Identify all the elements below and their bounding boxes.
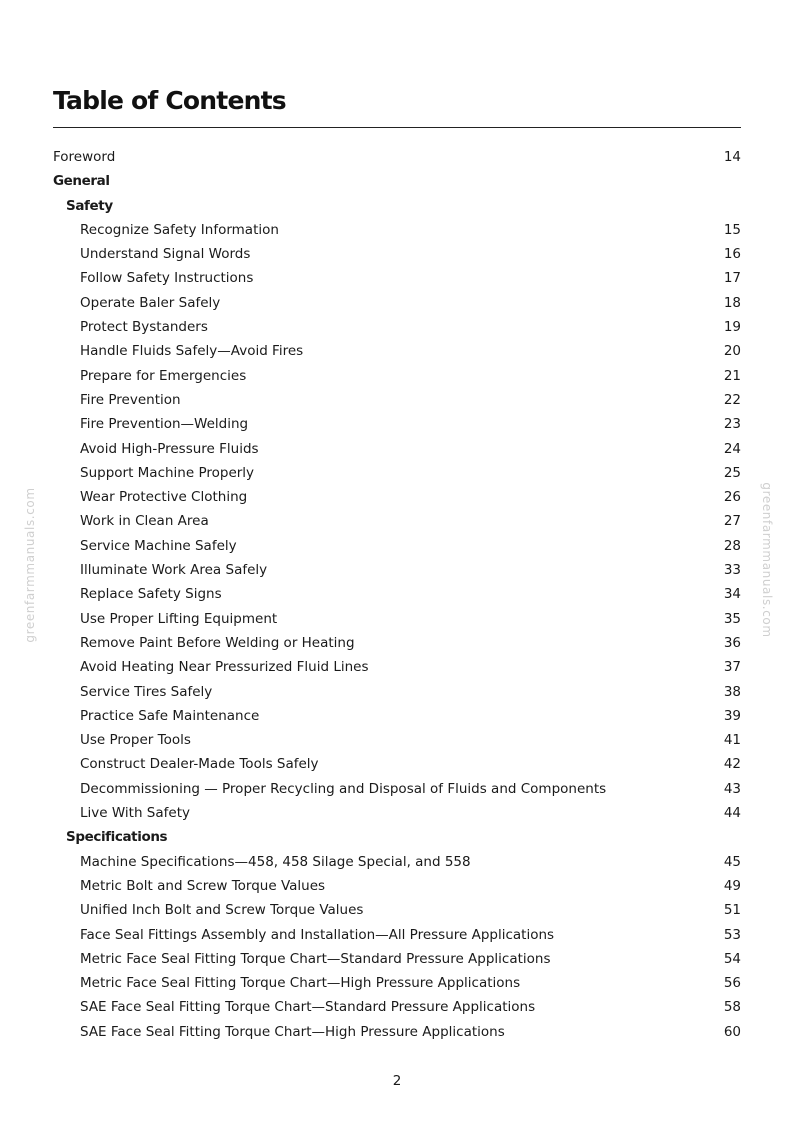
toc-entry-page: 37 xyxy=(723,659,741,676)
toc-entry-page: 24 xyxy=(723,440,741,457)
toc-entry-label: Recognize Safety Information xyxy=(80,221,279,238)
toc-entry-label: Wear Protective Clothing xyxy=(80,489,248,506)
toc-entry[interactable] xyxy=(53,777,741,801)
toc-entry-label: Foreword xyxy=(53,149,116,165)
toc-entry-page: 41 xyxy=(723,732,741,749)
toc-entry-page: 53 xyxy=(723,926,741,943)
toc-entry[interactable] xyxy=(53,995,741,1019)
toc-entry-page: 22 xyxy=(723,391,741,408)
toc-entry-label: Live With Safety xyxy=(80,805,190,822)
toc-entry-label: Metric Face Seal Fitting Torque Chart—Standard Pressure Applications xyxy=(80,950,551,967)
toc-entry-label: Support Machine Properly xyxy=(80,464,255,481)
toc-entry[interactable] xyxy=(53,242,741,266)
toc-entry-label: Use Proper Lifting Equipment xyxy=(80,610,278,627)
toc-entry[interactable] xyxy=(53,364,741,388)
toc-entry-label: SAE Face Seal Fitting Torque Chart—High Pressure Applications xyxy=(80,1023,505,1040)
toc-entry-page: 34 xyxy=(723,586,741,603)
toc-entry-label: Construct Dealer-Made Tools Safely xyxy=(80,756,319,773)
toc-entry-label: General xyxy=(53,173,110,190)
toc-entry-label: Service Tires Safely xyxy=(80,683,213,700)
toc-entry-page: 36 xyxy=(723,634,741,651)
toc-entry[interactable] xyxy=(53,704,741,728)
toc-section-heading xyxy=(53,194,741,218)
toc-entry[interactable] xyxy=(53,752,741,776)
toc-entry-label: Metric Face Seal Fitting Torque Chart—High Pressure Applications xyxy=(80,975,521,992)
toc-entry[interactable] xyxy=(53,728,741,752)
toc-entry-page: 33 xyxy=(723,562,741,579)
toc-entry-label: Follow Safety Instructions xyxy=(80,270,254,287)
toc-entry[interactable] xyxy=(53,874,741,898)
toc-entry-page: 20 xyxy=(723,343,741,360)
toc-entry-label: Avoid Heating Near Pressurized Fluid Lines xyxy=(80,659,369,676)
toc-entry-page: 16 xyxy=(723,246,741,263)
toc-entry-label: Understand Signal Words xyxy=(80,246,251,263)
toc-entry-page: 18 xyxy=(723,294,741,311)
toc-entry-page: 26 xyxy=(723,489,741,506)
toc-entry-label: Face Seal Fittings Assembly and Installation—All Pressure Applications xyxy=(80,926,555,943)
toc-entry-label: Handle Fluids Safely—Avoid Fires xyxy=(80,343,304,360)
toc-entry-page: 56 xyxy=(723,975,741,992)
toc-entry[interactable] xyxy=(53,291,741,315)
toc-entry[interactable] xyxy=(53,631,741,655)
toc-entry[interactable] xyxy=(53,558,741,582)
toc-entry-page: 42 xyxy=(723,756,741,773)
toc-entry[interactable] xyxy=(53,145,741,169)
toc-entry[interactable] xyxy=(53,218,741,242)
toc-entry[interactable] xyxy=(53,655,741,679)
toc-entry-label: Remove Paint Before Welding or Heating xyxy=(80,634,355,651)
page-number: 2 xyxy=(392,1073,402,1089)
toc-entry[interactable] xyxy=(53,898,741,922)
toc-entry-page: 49 xyxy=(723,877,741,894)
toc-entry-label: Unified Inch Bolt and Screw Torque Values xyxy=(80,902,364,919)
toc-entry[interactable] xyxy=(53,339,741,363)
toc-entry-page: 27 xyxy=(723,513,741,530)
watermark-left: greenfarmmanuals.com xyxy=(23,487,37,643)
toc-entry-label: Service Machine Safely xyxy=(80,537,237,554)
toc-entry[interactable] xyxy=(53,315,741,339)
toc-entry-page: 21 xyxy=(723,367,741,384)
toc-entry[interactable] xyxy=(53,485,741,509)
toc-entry-label: Illuminate Work Area Safely xyxy=(80,562,268,579)
toc-entry-label: Safety xyxy=(66,197,113,214)
toc-entry-page: 23 xyxy=(723,416,741,433)
toc-entry-label: Work in Clean Area xyxy=(80,513,209,530)
toc-entry[interactable] xyxy=(53,388,741,412)
toc-entry[interactable] xyxy=(53,607,741,631)
toc-entry-page: 14 xyxy=(723,149,741,165)
toc-section-heading xyxy=(53,825,741,849)
toc-entry-page: 60 xyxy=(723,1023,741,1040)
toc-entry-page: 51 xyxy=(723,902,741,919)
toc-entry[interactable] xyxy=(53,680,741,704)
toc-entry-label: Metric Bolt and Screw Torque Values xyxy=(80,877,326,894)
toc-entry[interactable] xyxy=(53,971,741,995)
toc-entry-page: 43 xyxy=(723,780,741,797)
page-title: Table of Contents xyxy=(53,86,286,115)
toc-entry-label: Machine Specifications—458, 458 Silage Special, and 558 xyxy=(80,853,471,870)
toc-entry-label: Replace Safety Signs xyxy=(80,586,222,603)
toc-entry[interactable] xyxy=(53,850,741,874)
toc-entry-label: Use Proper Tools xyxy=(80,732,191,749)
toc-section-heading xyxy=(53,169,741,193)
toc-entry-label: Avoid High-Pressure Fluids xyxy=(80,440,259,457)
title-divider xyxy=(53,127,741,128)
toc-entry-page: 38 xyxy=(723,683,741,700)
toc-entry[interactable] xyxy=(53,266,741,290)
toc-entry-label: Practice Safe Maintenance xyxy=(80,707,260,724)
toc-entry-page: 28 xyxy=(723,537,741,554)
toc-entry-label: Fire Prevention xyxy=(80,391,181,408)
toc-entry[interactable] xyxy=(53,412,741,436)
toc-entry-page: 44 xyxy=(723,805,741,822)
toc-entry[interactable] xyxy=(53,582,741,606)
toc-entry-label: Specifications xyxy=(66,829,168,846)
toc-entry-label: Prepare for Emergencies xyxy=(80,367,247,384)
toc-entry-page: 58 xyxy=(723,999,741,1016)
toc-entry[interactable] xyxy=(53,923,741,947)
toc-entry[interactable] xyxy=(53,534,741,558)
toc-entry[interactable] xyxy=(53,801,741,825)
toc-entry-label: Decommissioning — Proper Recycling and Disposal of Fluids and Components xyxy=(80,780,607,797)
toc-entry[interactable] xyxy=(53,1020,741,1044)
toc-entry-label: Fire Prevention—Welding xyxy=(80,416,249,433)
toc-entry[interactable] xyxy=(53,947,741,971)
table-of-contents xyxy=(53,145,741,1044)
toc-entry-label: Protect Bystanders xyxy=(80,319,208,336)
watermark-right: greenfarmmanuals.com xyxy=(760,482,774,638)
toc-entry-label: Operate Baler Safely xyxy=(80,294,221,311)
toc-entry-page: 35 xyxy=(723,610,741,627)
toc-entry[interactable] xyxy=(53,461,741,485)
toc-entry[interactable] xyxy=(53,509,741,533)
toc-entry-page: 39 xyxy=(723,707,741,724)
toc-entry-label: SAE Face Seal Fitting Torque Chart—Standard Pressure Applications xyxy=(80,999,536,1016)
toc-entry[interactable] xyxy=(53,437,741,461)
toc-entry-page: 25 xyxy=(723,464,741,481)
toc-entry-page: 54 xyxy=(723,950,741,967)
toc-entry-page: 19 xyxy=(723,319,741,336)
toc-entry-page: 45 xyxy=(723,853,741,870)
toc-entry-page: 15 xyxy=(723,221,741,238)
toc-entry-page: 17 xyxy=(723,270,741,287)
